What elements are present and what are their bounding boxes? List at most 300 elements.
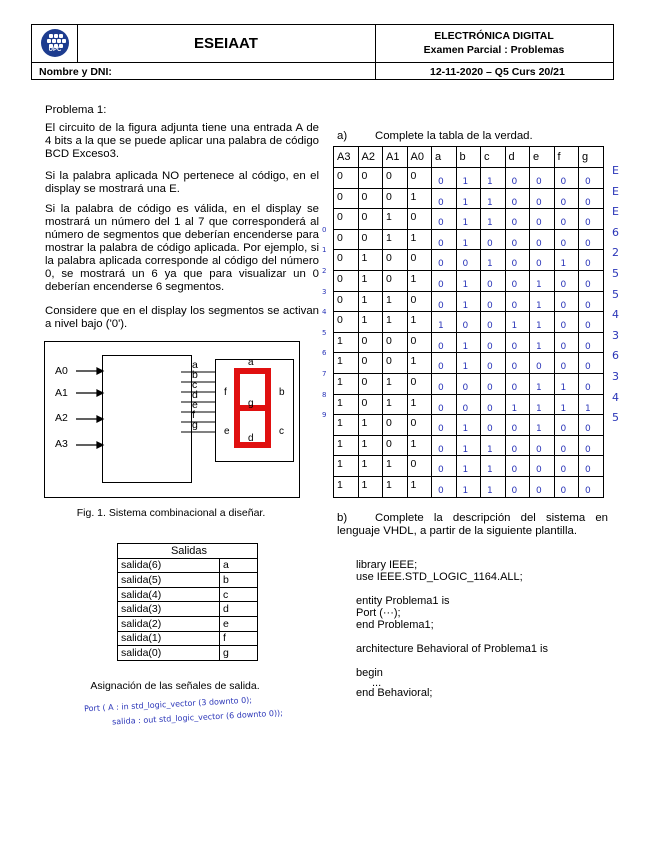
truth-output-cell[interactable]: [481, 456, 506, 477]
truth-input-value: 0: [337, 231, 343, 244]
input-label-a0: A0: [55, 365, 68, 377]
truth-output-cell[interactable]: [481, 270, 506, 291]
display-label-b: b: [279, 387, 285, 398]
truth-output-cell[interactable]: [481, 168, 506, 189]
truth-input-value: 1: [386, 375, 392, 388]
salida-segment: f: [220, 631, 258, 646]
handwritten-output-value: 1: [487, 465, 493, 476]
truth-input-cell: [407, 229, 432, 250]
truth-input-cell: [358, 270, 383, 291]
truth-output-cell[interactable]: [432, 270, 457, 291]
truth-output-cell[interactable]: [432, 229, 457, 250]
handwritten-row-index: 9: [322, 411, 327, 420]
truth-output-cell[interactable]: [530, 353, 555, 374]
date-info: 12-11-2020 – Q5 Curs 20/21: [430, 66, 565, 78]
handwritten-row-note: 6: [612, 225, 619, 239]
truth-output-cell[interactable]: [432, 476, 457, 497]
truth-input-cell: [383, 353, 408, 374]
truth-output-cell[interactable]: [456, 476, 481, 497]
segment-b: [265, 370, 271, 407]
truth-row: [334, 312, 604, 333]
handwritten-row-note: E: [612, 164, 619, 177]
truth-output-cell[interactable]: [456, 291, 481, 312]
logo-cell: [32, 25, 78, 62]
truth-output-cell[interactable]: [554, 188, 579, 209]
truth-output-cell[interactable]: [505, 373, 530, 394]
truth-input-value: 1: [410, 437, 417, 450]
truth-output-cell[interactable]: [579, 250, 604, 271]
truth-output-cell[interactable]: [505, 476, 530, 497]
truth-output-cell[interactable]: [579, 373, 604, 394]
truth-input-cell: [407, 312, 432, 333]
seven-segment-display: [215, 359, 294, 462]
truth-output-cell[interactable]: [530, 394, 555, 415]
truth-input-value: 1: [386, 293, 392, 306]
truth-output-cell[interactable]: [481, 353, 506, 374]
truth-output-cell[interactable]: [554, 415, 579, 436]
truth-input-cell: [358, 476, 383, 497]
truth-output-cell[interactable]: [505, 270, 530, 291]
truth-input-value: 1: [361, 417, 368, 430]
truth-input-value: 1: [410, 355, 417, 368]
truth-input-value: 1: [337, 458, 343, 471]
truth-output-cell[interactable]: [432, 188, 457, 209]
out-b: b: [192, 369, 198, 381]
handwritten-output-value: 1: [536, 300, 542, 311]
truth-output-cell[interactable]: [432, 456, 457, 477]
handwritten-row-note: 3: [612, 328, 619, 342]
handwritten-output-value: 0: [536, 465, 542, 476]
truth-output-cell[interactable]: [530, 168, 555, 189]
truth-output-cell[interactable]: [530, 188, 555, 209]
handwritten-output-value: 1: [536, 321, 542, 332]
handwritten-output-value: 0: [536, 362, 542, 373]
handwritten-output-value: 0: [560, 362, 567, 373]
truth-input-cell: [358, 332, 383, 353]
handwritten-output-value: 0: [560, 321, 567, 332]
truth-input-value: 1: [386, 211, 392, 224]
truth-output-cell[interactable]: [579, 476, 604, 497]
truth-input-value: 1: [386, 231, 392, 244]
handwritten-row-index: 7: [322, 370, 327, 378]
truth-output-cell[interactable]: [530, 415, 555, 436]
truth-output-cell[interactable]: [530, 270, 555, 291]
problem-title: Problema 1:: [45, 104, 107, 116]
handwritten-output-value: 0: [487, 403, 493, 414]
salida-segment: g: [220, 646, 258, 661]
truth-output-cell[interactable]: [505, 435, 530, 456]
truth-input-value: 0: [410, 211, 417, 224]
salida-segment: b: [220, 573, 258, 588]
truth-row: [334, 476, 604, 497]
truth-output-cell[interactable]: [481, 332, 506, 353]
exam-title: Examen Parcial : Problemas: [423, 44, 565, 56]
figure-caption: Fig. 1. Sistema combinacional a diseñar.: [76, 507, 266, 519]
truth-output-cell[interactable]: [530, 332, 555, 353]
handwritten-output-value: 0: [585, 362, 591, 373]
truth-output-cell[interactable]: [505, 168, 530, 189]
name-label: Nombre y DNI:: [39, 66, 112, 78]
vhdl-line-entity: entity Problema1 is: [356, 595, 450, 607]
handwritten-output-value: 0: [560, 485, 567, 496]
handwritten-output-value: 1: [462, 279, 469, 290]
truth-output-cell[interactable]: [505, 229, 530, 250]
truth-input-value: 0: [386, 437, 392, 450]
handwritten-output-value: 0: [487, 341, 493, 352]
truth-input-cell: [358, 188, 383, 209]
truth-output-cell[interactable]: [456, 188, 481, 209]
handwritten-output-value: 0: [462, 382, 469, 393]
vhdl-template: [356, 559, 548, 699]
truth-input-cell: [383, 188, 408, 209]
circuit-figure: [44, 341, 300, 498]
handwritten-output-value: 0: [438, 197, 444, 208]
salida-signal: salida(3): [118, 602, 220, 617]
truth-input-value: 1: [337, 478, 343, 491]
salidas-row: [118, 602, 258, 617]
input-label-a2: A2: [55, 412, 68, 424]
handwritten-output-value: 0: [438, 341, 444, 352]
truth-input-cell: [407, 270, 432, 291]
truth-output-cell[interactable]: [481, 415, 506, 436]
truth-output-cell[interactable]: [432, 435, 457, 456]
truth-output-cell[interactable]: [456, 250, 481, 271]
truth-input-cell: [358, 353, 383, 374]
truth-input-cell: [383, 394, 408, 415]
handwritten-output-value: 1: [536, 403, 542, 414]
out-a: a: [192, 359, 198, 371]
truth-output-cell[interactable]: [481, 291, 506, 312]
handwritten-output-value: 0: [560, 218, 567, 229]
truth-output-cell[interactable]: [579, 291, 604, 312]
truth-output-cell[interactable]: [456, 270, 481, 291]
truth-input-cell: [358, 394, 383, 415]
truth-output-cell[interactable]: [505, 188, 530, 209]
truth-output-cell[interactable]: [456, 353, 481, 374]
truth-output-cell[interactable]: [505, 353, 530, 374]
salidas-row: [118, 573, 258, 588]
truth-output-cell[interactable]: [432, 209, 457, 230]
truth-input-value: 0: [386, 170, 392, 182]
truth-output-cell[interactable]: [432, 353, 457, 374]
handwritten-output-value: 0: [511, 362, 518, 373]
truth-row: [334, 435, 604, 456]
truth-output-cell[interactable]: [554, 353, 579, 374]
truth-output-cell[interactable]: [505, 209, 530, 230]
truth-header-a1: A1: [383, 147, 408, 168]
truth-output-cell[interactable]: [554, 250, 579, 271]
truth-output-cell[interactable]: [456, 394, 481, 415]
truth-output-cell[interactable]: [432, 415, 457, 436]
truth-output-cell[interactable]: [432, 250, 457, 271]
truth-output-cell[interactable]: [579, 229, 604, 250]
handwritten-row-note: 5: [612, 267, 619, 280]
handwritten-output-value: 1: [462, 218, 469, 229]
truth-output-cell[interactable]: [481, 229, 506, 250]
truth-output-cell[interactable]: [554, 270, 579, 291]
truth-output-cell[interactable]: [530, 291, 555, 312]
truth-output-cell[interactable]: [481, 394, 506, 415]
truth-output-cell[interactable]: [505, 415, 530, 436]
truth-input-value: 1: [386, 478, 392, 491]
truth-output-cell[interactable]: [505, 332, 530, 353]
truth-input-cell: [358, 291, 383, 312]
salida-signal: salida(1): [118, 631, 220, 646]
truth-input-cell: [407, 332, 432, 353]
truth-output-cell[interactable]: [530, 373, 555, 394]
truth-header-a0: A0: [407, 147, 432, 168]
truth-output-cell[interactable]: [432, 291, 457, 312]
truth-input-value: 0: [410, 252, 417, 265]
truth-output-cell[interactable]: [456, 415, 481, 436]
truth-output-cell[interactable]: [505, 291, 530, 312]
handwritten-output-value: 0: [438, 424, 444, 435]
segment-e: [234, 409, 240, 447]
truth-output-cell[interactable]: [579, 353, 604, 374]
handwritten-output-value: 1: [462, 238, 469, 249]
truth-input-value: 0: [361, 334, 368, 347]
handwritten-output-value: 0: [536, 177, 542, 187]
display-label-e: e: [224, 426, 230, 437]
truth-input-cell: [358, 312, 383, 333]
truth-input-cell: [358, 373, 383, 394]
handwritten-row-index: 3: [322, 287, 327, 296]
handwritten-output-value: 1: [462, 465, 469, 476]
truth-input-value: 0: [337, 190, 343, 203]
truth-output-cell[interactable]: [554, 168, 579, 189]
handwritten-row-note: 5: [612, 287, 619, 301]
truth-input-cell: [383, 312, 408, 333]
handwritten-output-value: 1: [462, 485, 469, 496]
truth-output-cell[interactable]: [554, 332, 579, 353]
truth-output-cell[interactable]: [456, 168, 481, 189]
truth-input-value: 0: [337, 272, 343, 285]
truth-output-cell[interactable]: [505, 394, 530, 415]
truth-row: [334, 168, 604, 189]
handwritten-output-value: 0: [560, 444, 567, 455]
handwritten-output-value: 0: [511, 485, 518, 496]
truth-output-cell[interactable]: [432, 373, 457, 394]
truth-output-cell[interactable]: [579, 394, 604, 415]
truth-row: [334, 291, 604, 312]
handwritten-output-value: 0: [511, 424, 518, 435]
truth-input-value: 0: [361, 190, 368, 203]
handwritten-output-value: 1: [560, 259, 567, 270]
handwritten-output-value: 0: [438, 177, 444, 187]
truth-input-value: 0: [386, 252, 392, 265]
handwritten-output-value: 1: [511, 403, 518, 414]
truth-output-cell[interactable]: [579, 312, 604, 333]
truth-output-cell[interactable]: [456, 312, 481, 333]
handwritten-output-value: 0: [487, 321, 493, 332]
truth-input-value: 0: [386, 355, 392, 368]
truth-output-cell[interactable]: [579, 415, 604, 436]
handwritten-output-value: 0: [438, 465, 444, 476]
truth-input-value: 0: [386, 334, 392, 347]
problem-paragraph-3: Si la palabra de código es válida, en el display se mostrará un número del 1 al 7 que corresponderá al número de segmentos que deberían encenderse para mostrar la palabra de código aplicada. Por ejemplo, si la palabra aplicada corresponde al código del número 0, se mostrará un 6 ya que para visualizar un 0 deberían encenderse 6 segmentos.: [45, 203, 319, 293]
truth-output-cell[interactable]: [579, 188, 604, 209]
truth-output-cell[interactable]: [554, 229, 579, 250]
truth-output-cell[interactable]: [505, 456, 530, 477]
handwritten-row-note: 4: [612, 390, 619, 404]
truth-output-cell[interactable]: [481, 373, 506, 394]
truth-output-cell[interactable]: [481, 312, 506, 333]
handwritten-output-value: 0: [585, 197, 591, 208]
truth-row: [334, 250, 604, 271]
truth-input-cell: [407, 435, 432, 456]
truth-input-value: 0: [337, 211, 343, 224]
display-label-d: d: [248, 433, 254, 444]
salidas-table: [117, 543, 258, 661]
truth-input-value: 0: [386, 272, 392, 285]
truth-output-cell[interactable]: [456, 373, 481, 394]
truth-row: [334, 229, 604, 250]
truth-input-value: 0: [337, 314, 343, 327]
truth-input-value: 1: [410, 478, 417, 491]
truth-input-value: 0: [410, 417, 417, 430]
truth-output-cell[interactable]: [530, 456, 555, 477]
handwritten-output-value: 1: [585, 403, 591, 414]
truth-output-cell[interactable]: [432, 312, 457, 333]
truth-output-cell[interactable]: [554, 373, 579, 394]
truth-output-cell[interactable]: [481, 188, 506, 209]
salidas-row: [118, 558, 258, 573]
truth-output-cell[interactable]: [432, 332, 457, 353]
truth-output-cell[interactable]: [481, 435, 506, 456]
truth-output-cell[interactable]: [481, 476, 506, 497]
handwritten-output-value: 0: [585, 218, 591, 229]
truth-output-cell[interactable]: [481, 209, 506, 230]
handwritten-output-value: 1: [536, 424, 542, 435]
truth-input-cell: [383, 250, 408, 271]
truth-input-cell: [334, 394, 359, 415]
truth-row: [334, 415, 604, 436]
salidas-row: [118, 587, 258, 602]
truth-output-cell[interactable]: [530, 476, 555, 497]
handwritten-output-value: 0: [536, 238, 542, 249]
truth-output-cell[interactable]: [530, 250, 555, 271]
truth-input-value: 0: [410, 458, 417, 471]
truth-output-cell[interactable]: [432, 394, 457, 415]
truth-input-value: 0: [337, 170, 343, 182]
handwritten-output-value: 0: [585, 382, 591, 393]
truth-input-value: 1: [386, 396, 392, 409]
truth-output-cell[interactable]: [432, 168, 457, 189]
handwritten-output-value: 0: [462, 259, 469, 270]
truth-output-cell[interactable]: [456, 435, 481, 456]
truth-output-cell[interactable]: [554, 456, 579, 477]
truth-input-cell: [407, 353, 432, 374]
truth-output-cell[interactable]: [530, 229, 555, 250]
handwritten-output-value: 0: [487, 238, 493, 249]
handwritten-output-value: 0: [438, 259, 444, 270]
truth-output-cell[interactable]: [554, 435, 579, 456]
truth-input-cell: [407, 250, 432, 271]
vhdl-line-end-entity: end Problema1;: [356, 619, 434, 631]
handwritten-output-value: 0: [585, 485, 591, 496]
handwritten-row-note: 3: [612, 370, 619, 383]
salida-segment: d: [220, 602, 258, 617]
truth-header-c: c: [481, 147, 506, 168]
part-b-text: Complete la descripción del sistema en lenguaje VHDL, a partir de la siguiente plantilla.: [337, 512, 608, 537]
handwritten-output-value: 0: [438, 485, 444, 496]
truth-output-cell[interactable]: [554, 209, 579, 230]
truth-header-a: a: [432, 147, 457, 168]
truth-output-cell[interactable]: [505, 250, 530, 271]
truth-input-cell: [358, 415, 383, 436]
truth-output-cell[interactable]: [456, 332, 481, 353]
truth-output-cell[interactable]: [579, 332, 604, 353]
truth-input-value: 0: [361, 375, 368, 388]
school-name: ESEIAAT: [77, 25, 376, 62]
handwritten-output-value: 0: [560, 465, 567, 476]
truth-output-cell[interactable]: [554, 291, 579, 312]
truth-input-value: 1: [337, 437, 343, 450]
handwritten-output-value: 0: [536, 197, 542, 208]
truth-input-value: 1: [410, 314, 417, 327]
truth-input-value: 1: [337, 334, 343, 347]
truth-input-cell: [383, 373, 408, 394]
truth-output-cell[interactable]: [579, 168, 604, 189]
handwritten-output-value: 0: [585, 177, 591, 187]
truth-output-cell[interactable]: [579, 209, 604, 230]
handwritten-output-value: 1: [462, 341, 469, 352]
truth-output-cell[interactable]: [530, 435, 555, 456]
truth-output-cell[interactable]: [456, 229, 481, 250]
truth-output-cell[interactable]: [554, 312, 579, 333]
problem-paragraph-1: El circuito de la figura adjunta tiene una entrada A de 4 bits a la que se puede aplicar una palabra de código BCD Exceso3.: [45, 122, 319, 160]
truth-header-f: f: [554, 147, 579, 168]
handwritten-output-value: 0: [487, 424, 493, 435]
vhdl-line-begin: begin: [356, 667, 383, 679]
salida-signal: salida(6): [118, 558, 220, 573]
truth-output-cell[interactable]: [456, 456, 481, 477]
display-label-c: c: [279, 426, 284, 437]
truth-output-cell[interactable]: [481, 250, 506, 271]
truth-input-cell: [383, 168, 408, 189]
truth-input-value: 1: [361, 293, 368, 306]
truth-output-cell[interactable]: [579, 435, 604, 456]
out-c: c: [192, 379, 198, 391]
truth-output-cell[interactable]: [505, 312, 530, 333]
truth-output-cell[interactable]: [530, 312, 555, 333]
handwritten-output-value: 1: [487, 259, 493, 270]
truth-input-cell: [383, 229, 408, 250]
handwritten-output-value: 1: [487, 444, 493, 455]
truth-input-cell: [407, 209, 432, 230]
segment-f: [234, 370, 240, 407]
exam-header: [31, 24, 614, 80]
truth-output-cell[interactable]: [579, 270, 604, 291]
salida-segment: c: [220, 587, 258, 602]
handwritten-output-value: 0: [560, 279, 567, 290]
handwritten-output-value: 0: [438, 218, 444, 229]
truth-output-cell[interactable]: [554, 476, 579, 497]
truth-input-cell: [334, 373, 359, 394]
truth-input-cell: [383, 456, 408, 477]
truth-input-value: 0: [361, 396, 368, 409]
truth-row: [334, 456, 604, 477]
truth-input-value: 0: [410, 334, 417, 347]
truth-header-a2: A2: [358, 147, 383, 168]
truth-output-cell[interactable]: [456, 209, 481, 230]
truth-output-cell[interactable]: [554, 394, 579, 415]
truth-input-value: 0: [337, 252, 343, 265]
logo-text: UPC: [48, 47, 62, 53]
truth-output-cell[interactable]: [579, 456, 604, 477]
truth-row: [334, 373, 604, 394]
truth-output-cell[interactable]: [530, 209, 555, 230]
